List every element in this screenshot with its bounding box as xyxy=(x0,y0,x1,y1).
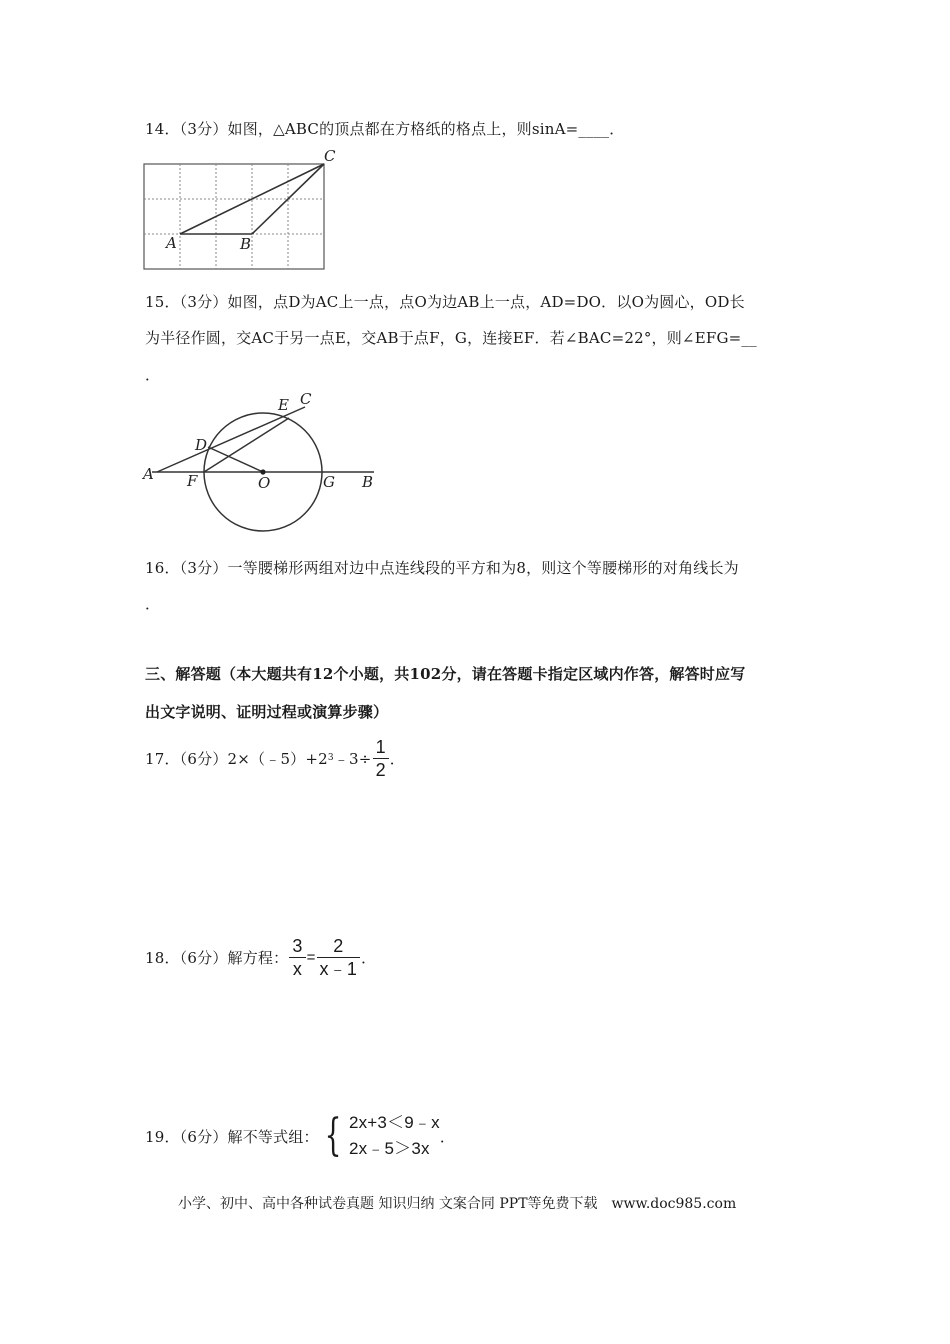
q18-left-fraction xyxy=(289,937,305,978)
q19 xyxy=(145,1107,455,1165)
q17-numerator: 1 xyxy=(375,736,386,757)
q15-line1: 15．（3分）如图，点D为AC上一点，点O为边AB上一点，AD=DO．以O为圆心，OD长 xyxy=(145,293,745,311)
q18 xyxy=(145,935,376,979)
q18-left-denominator: x xyxy=(289,957,305,978)
line-do xyxy=(208,447,263,472)
q18-right-denominator: x﹣1 xyxy=(317,957,361,978)
label-g: G xyxy=(323,473,335,491)
q15-line2: 为半径作圆，交AC于另一点E，交AB于点F，G，连接EF．若∠BAC=22°，则∠EFG=__ xyxy=(145,329,757,347)
label-a: A xyxy=(143,465,154,483)
q18-prefix: 18．（6分）解方程： xyxy=(145,948,289,967)
q14-figure xyxy=(140,145,340,273)
label-c: C xyxy=(300,390,312,408)
q18-right-fraction xyxy=(317,937,361,978)
grid-frame xyxy=(144,164,324,269)
q15-line3: ． xyxy=(145,366,161,384)
q16-line2: ． xyxy=(145,595,161,613)
q19-row1: 2x+3＜9﹣x xyxy=(348,1113,440,1132)
q18-end: ． xyxy=(361,948,377,967)
q17-mid: ﹣3÷ xyxy=(333,749,372,768)
label-f: F xyxy=(187,472,198,490)
page-footer: 小学、初中、高中各种试卷真题 知识归纳 文案合同 PPT等免费下载 www.doc985.com xyxy=(178,1196,737,1212)
q19-brace: { xyxy=(324,1110,342,1161)
q17-denominator: 2 xyxy=(373,758,389,779)
label-e: E xyxy=(278,396,289,414)
q19-row2: 2x﹣5＞3x xyxy=(348,1139,430,1158)
section-heading-line2: 出文字说明、证明过程或演算步骤） xyxy=(145,703,389,721)
q19-end: ． xyxy=(439,1127,456,1146)
q17-end: ． xyxy=(389,749,405,768)
q18-right-numerator: 2 xyxy=(333,935,344,956)
label-c: C xyxy=(324,147,336,165)
q17-exponent: 3 xyxy=(327,753,334,763)
q17-prefix: 17．（6分）2×（﹣5）+2 xyxy=(145,749,328,768)
label-d: D xyxy=(195,436,208,454)
label-b: B xyxy=(362,473,374,491)
label-o: O xyxy=(258,474,271,492)
q17-fraction xyxy=(373,738,389,779)
q15-figure xyxy=(140,388,390,538)
q14-text: 14．（3分）如图，△ABC的顶点都在方格纸的格点上，则sinA=____． xyxy=(145,120,625,138)
section-heading-line1: 三、解答题（本大题共有12个小题，共102分，请在答题卡指定区域内作答，解答时应写 xyxy=(145,665,746,683)
q18-left-numerator: 3 xyxy=(292,935,303,956)
q17 xyxy=(145,738,405,778)
label-b: B xyxy=(240,235,252,253)
label-a: A xyxy=(166,234,177,252)
q18-equals: = xyxy=(306,948,316,966)
q19-system xyxy=(349,1110,440,1162)
line-ac xyxy=(157,407,305,472)
grid-lines xyxy=(144,164,324,269)
q16-line1: 16．（3分）一等腰梯形两组对边中点连线段的平方和为8，则这个等腰梯形的对角线长为 xyxy=(145,559,739,577)
q19-prefix: 19．（6分）解不等式组： xyxy=(145,1127,319,1146)
